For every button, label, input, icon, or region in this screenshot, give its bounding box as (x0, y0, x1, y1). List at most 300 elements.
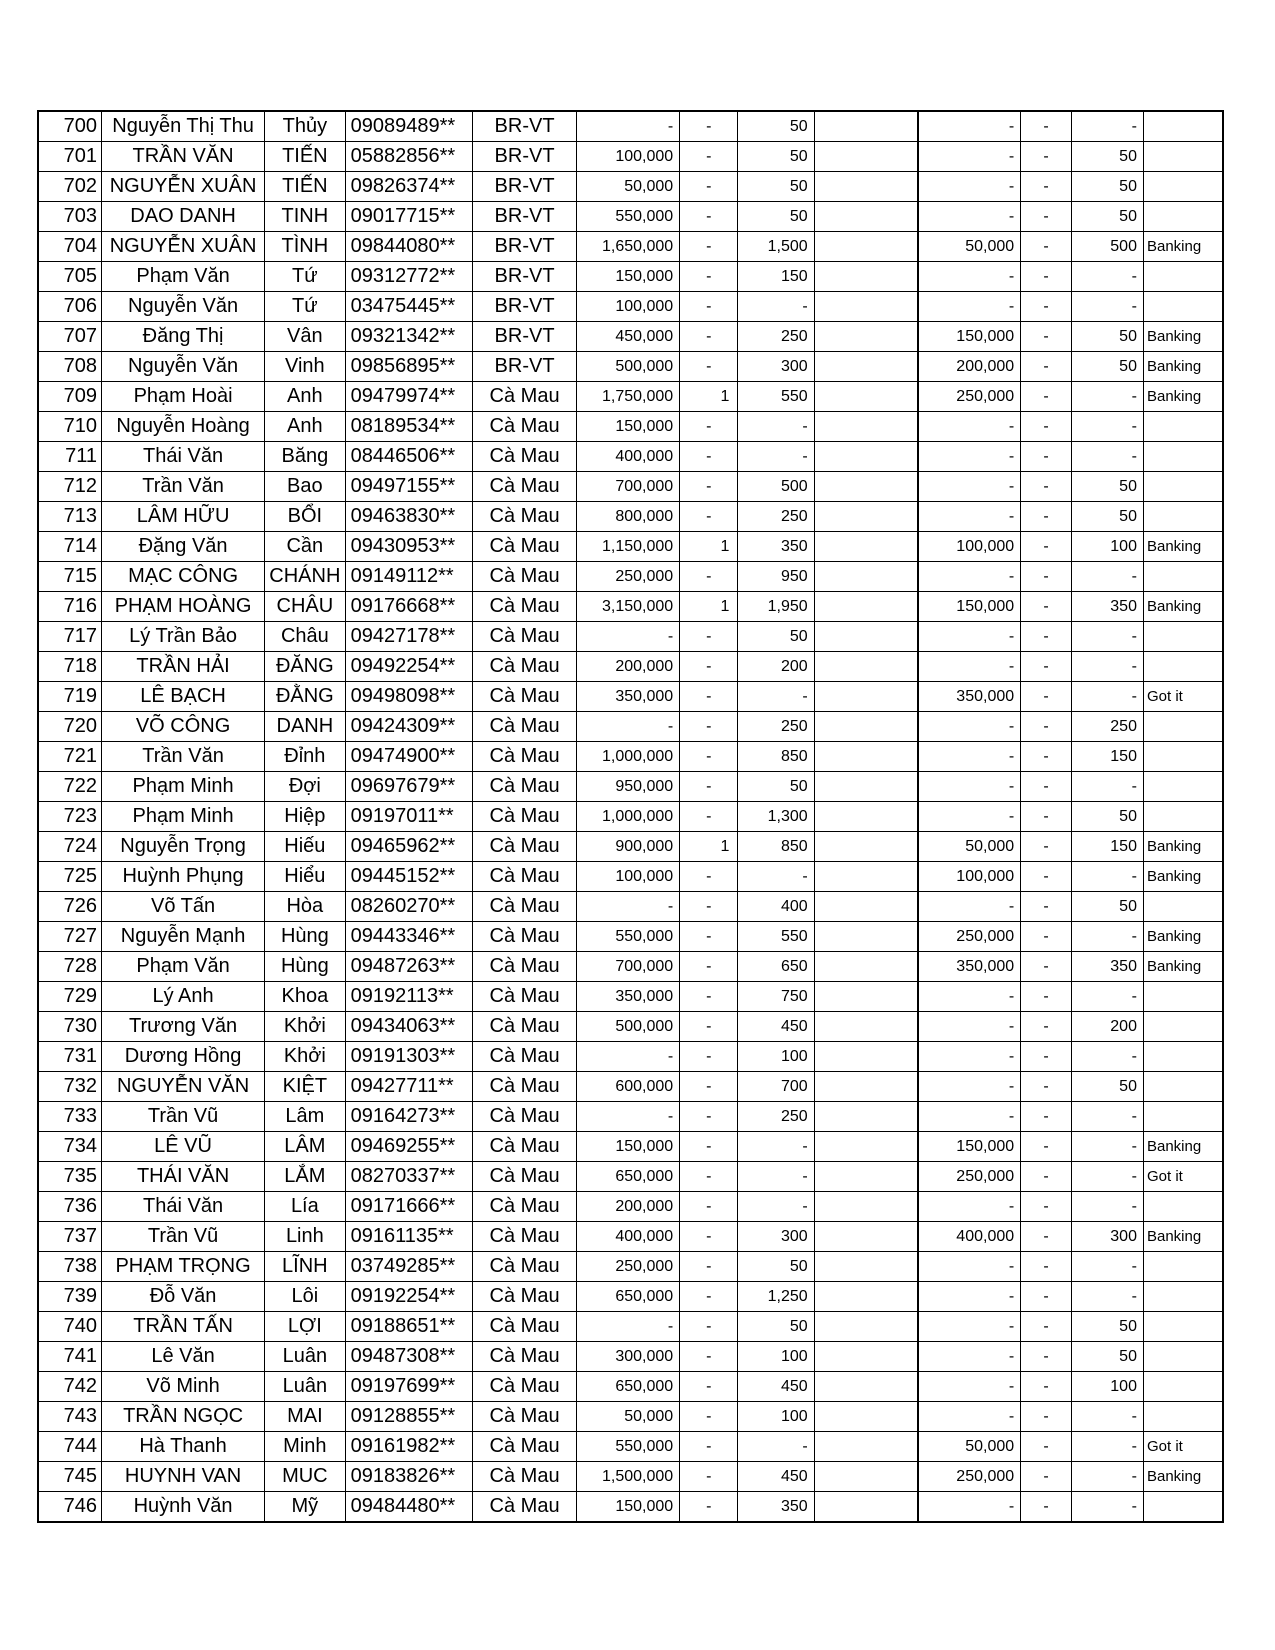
payment-note-cell (1143, 712, 1223, 742)
region-cell: Cà Mau (472, 832, 577, 862)
row-number-cell: 707 (38, 322, 102, 352)
points-cell: 300 (738, 1222, 814, 1252)
phone-cell: 09484480** (345, 1492, 472, 1523)
paid-amount-cell: - (918, 202, 1021, 232)
paid-amount-cell: 350,000 (918, 952, 1021, 982)
last-name-cell: Bao (265, 472, 345, 502)
first-name-cell: Huỳnh Văn (102, 1492, 265, 1523)
points-cell: - (738, 862, 814, 892)
blank-cell (814, 1222, 918, 1252)
last-name-cell: BỔI (265, 502, 345, 532)
paid-count-cell: - (1021, 832, 1072, 862)
phone-cell: 09479974** (345, 382, 472, 412)
blank-cell (814, 1132, 918, 1162)
blank-cell (814, 322, 918, 352)
count-cell: - (680, 472, 738, 502)
count-cell: - (680, 922, 738, 952)
amount-cell: 100,000 (577, 292, 680, 322)
last-name-cell: CHÁNH (265, 562, 345, 592)
paid-count-cell: - (1021, 322, 1072, 352)
paid-count-cell: - (1021, 562, 1072, 592)
paid-amount-cell: 50,000 (918, 832, 1021, 862)
count-cell: - (680, 892, 738, 922)
table-row (38, 952, 1223, 982)
paid-amount-cell: - (918, 1012, 1021, 1042)
points-cell: 50 (738, 172, 814, 202)
payment-note-cell: Banking (1143, 352, 1223, 382)
paid-amount-cell: - (918, 562, 1021, 592)
count-cell: - (680, 802, 738, 832)
amount-cell: 450,000 (577, 322, 680, 352)
last-name-cell: Vân (265, 322, 345, 352)
points-cell: - (738, 412, 814, 442)
payment-note-cell (1143, 172, 1223, 202)
paid-points-cell: - (1071, 292, 1143, 322)
first-name-cell: MẠC CÔNG (102, 562, 265, 592)
region-cell: Cà Mau (472, 442, 577, 472)
region-cell: Cà Mau (472, 652, 577, 682)
last-name-cell: DANH (265, 712, 345, 742)
paid-count-cell: - (1021, 1492, 1072, 1523)
table-row (38, 682, 1223, 712)
paid-amount-cell: - (918, 772, 1021, 802)
paid-count-cell: - (1021, 1162, 1072, 1192)
amount-cell: 150,000 (577, 262, 680, 292)
first-name-cell: LÊ VŨ (102, 1132, 265, 1162)
region-cell: Cà Mau (472, 742, 577, 772)
count-cell: - (680, 742, 738, 772)
phone-cell: 09487263** (345, 952, 472, 982)
count-cell: - (680, 1162, 738, 1192)
first-name-cell: Nguyễn Thị Thu (102, 111, 265, 142)
count-cell: - (680, 1072, 738, 1102)
first-name-cell: Đăng Thị (102, 322, 265, 352)
last-name-cell: TINH (265, 202, 345, 232)
payment-note-cell (1143, 202, 1223, 232)
phone-cell: 09312772** (345, 262, 472, 292)
count-cell: - (680, 172, 738, 202)
blank-cell (814, 862, 918, 892)
paid-amount-cell: - (918, 982, 1021, 1012)
last-name-cell: MAI (265, 1402, 345, 1432)
amount-cell: - (577, 111, 680, 142)
paid-points-cell: - (1071, 1462, 1143, 1492)
region-cell: Cà Mau (472, 802, 577, 832)
blank-cell (814, 172, 918, 202)
phone-cell: 09197011** (345, 802, 472, 832)
region-cell: Cà Mau (472, 1342, 577, 1372)
count-cell: - (680, 442, 738, 472)
payment-note-cell: Got it (1143, 1432, 1223, 1462)
payment-note-cell (1143, 412, 1223, 442)
paid-points-cell: - (1071, 412, 1143, 442)
amount-cell: 400,000 (577, 442, 680, 472)
phone-cell: 09161135** (345, 1222, 472, 1252)
points-cell: 100 (738, 1042, 814, 1072)
points-cell: 450 (738, 1012, 814, 1042)
last-name-cell: Anh (265, 382, 345, 412)
count-cell: 1 (680, 382, 738, 412)
table-row (38, 111, 1223, 142)
row-number-cell: 712 (38, 472, 102, 502)
amount-cell: 950,000 (577, 772, 680, 802)
last-name-cell: Lôi (265, 1282, 345, 1312)
paid-count-cell: - (1021, 502, 1072, 532)
phone-cell: 03475445** (345, 292, 472, 322)
paid-points-cell: - (1071, 1492, 1143, 1523)
row-number-cell: 711 (38, 442, 102, 472)
table-row (38, 532, 1223, 562)
payment-note-cell (1143, 1072, 1223, 1102)
blank-cell (814, 1042, 918, 1072)
paid-points-cell: - (1071, 1162, 1143, 1192)
first-name-cell: Lý Trần Bảo (102, 622, 265, 652)
first-name-cell: PHẠM HOÀNG (102, 592, 265, 622)
paid-count-cell: - (1021, 1342, 1072, 1372)
region-cell: Cà Mau (472, 1372, 577, 1402)
table-row (38, 652, 1223, 682)
paid-count-cell: - (1021, 202, 1072, 232)
count-cell: - (680, 862, 738, 892)
last-name-cell: CHÂU (265, 592, 345, 622)
amount-cell: 1,150,000 (577, 532, 680, 562)
amount-cell: 1,000,000 (577, 742, 680, 772)
payment-note-cell (1143, 1012, 1223, 1042)
amount-cell: 550,000 (577, 922, 680, 952)
region-cell: Cà Mau (472, 502, 577, 532)
points-cell: 400 (738, 892, 814, 922)
first-name-cell: TRẦN TẤN (102, 1312, 265, 1342)
paid-amount-cell: - (918, 892, 1021, 922)
payment-note-cell: Banking (1143, 322, 1223, 352)
count-cell: 1 (680, 832, 738, 862)
table-row (38, 1132, 1223, 1162)
count-cell: - (680, 682, 738, 712)
amount-cell: 100,000 (577, 142, 680, 172)
phone-cell: 09465962** (345, 832, 472, 862)
row-number-cell: 746 (38, 1492, 102, 1523)
paid-points-cell: 350 (1071, 952, 1143, 982)
phone-cell: 09424309** (345, 712, 472, 742)
phone-cell: 09498098** (345, 682, 472, 712)
phone-cell: 09434063** (345, 1012, 472, 1042)
amount-cell: - (577, 712, 680, 742)
paid-amount-cell: 250,000 (918, 1162, 1021, 1192)
blank-cell (814, 1372, 918, 1402)
payment-note-cell: Banking (1143, 952, 1223, 982)
table-row (38, 742, 1223, 772)
amount-cell: 700,000 (577, 952, 680, 982)
amount-cell: - (577, 1042, 680, 1072)
paid-amount-cell: - (918, 712, 1021, 742)
payment-note-cell: Banking (1143, 832, 1223, 862)
row-number-cell: 702 (38, 172, 102, 202)
paid-count-cell: - (1021, 982, 1072, 1012)
paid-points-cell: - (1071, 1432, 1143, 1462)
table-row (38, 1222, 1223, 1252)
amount-cell: - (577, 1312, 680, 1342)
row-number-cell: 705 (38, 262, 102, 292)
paid-points-cell: 150 (1071, 832, 1143, 862)
blank-cell (814, 1492, 918, 1523)
points-cell: 50 (738, 142, 814, 172)
row-number-cell: 700 (38, 111, 102, 142)
paid-amount-cell: 50,000 (918, 1432, 1021, 1462)
points-cell: 1,950 (738, 592, 814, 622)
phone-cell: 09017715** (345, 202, 472, 232)
points-cell: - (738, 292, 814, 322)
points-cell: - (738, 1162, 814, 1192)
points-cell: 250 (738, 712, 814, 742)
phone-cell: 09192254** (345, 1282, 472, 1312)
paid-count-cell: - (1021, 1012, 1072, 1042)
region-cell: Cà Mau (472, 1132, 577, 1162)
paid-points-cell: 300 (1071, 1222, 1143, 1252)
blank-cell (814, 1342, 918, 1372)
amount-cell: 650,000 (577, 1372, 680, 1402)
blank-cell (814, 262, 918, 292)
paid-count-cell: - (1021, 1462, 1072, 1492)
blank-cell (814, 802, 918, 832)
region-cell: Cà Mau (472, 892, 577, 922)
table-row (38, 1402, 1223, 1432)
region-cell: Cà Mau (472, 532, 577, 562)
table-row (38, 322, 1223, 352)
amount-cell: 300,000 (577, 1342, 680, 1372)
table-row (38, 262, 1223, 292)
first-name-cell: Hà Thanh (102, 1432, 265, 1462)
count-cell: - (680, 1252, 738, 1282)
region-cell: BR-VT (472, 172, 577, 202)
paid-points-cell: - (1071, 442, 1143, 472)
region-cell: Cà Mau (472, 1162, 577, 1192)
points-cell: 350 (738, 1492, 814, 1523)
amount-cell: 800,000 (577, 502, 680, 532)
region-cell: BR-VT (472, 232, 577, 262)
paid-amount-cell: 100,000 (918, 862, 1021, 892)
paid-count-cell: - (1021, 862, 1072, 892)
row-number-cell: 721 (38, 742, 102, 772)
payment-note-cell: Banking (1143, 1462, 1223, 1492)
paid-count-cell: - (1021, 1192, 1072, 1222)
paid-count-cell: - (1021, 1282, 1072, 1312)
region-cell: BR-VT (472, 352, 577, 382)
paid-points-cell: 50 (1071, 892, 1143, 922)
row-number-cell: 744 (38, 1432, 102, 1462)
count-cell: - (680, 1462, 738, 1492)
payment-note-cell: Banking (1143, 1222, 1223, 1252)
count-cell: - (680, 262, 738, 292)
count-cell: - (680, 1132, 738, 1162)
count-cell: - (680, 1222, 738, 1252)
paid-points-cell: 50 (1071, 1342, 1143, 1372)
paid-count-cell: - (1021, 532, 1072, 562)
paid-points-cell: - (1071, 382, 1143, 412)
paid-amount-cell: 250,000 (918, 922, 1021, 952)
paid-count-cell: - (1021, 712, 1072, 742)
payment-note-cell (1143, 142, 1223, 172)
points-cell: 450 (738, 1372, 814, 1402)
blank-cell (814, 952, 918, 982)
amount-cell: 350,000 (577, 982, 680, 1012)
paid-amount-cell: 200,000 (918, 352, 1021, 382)
points-cell: 50 (738, 202, 814, 232)
paid-amount-cell: - (918, 111, 1021, 142)
first-name-cell: Võ Tấn (102, 892, 265, 922)
table-row (38, 712, 1223, 742)
phone-cell: 09487308** (345, 1342, 472, 1372)
region-cell: Cà Mau (472, 1402, 577, 1432)
payment-note-cell (1143, 1342, 1223, 1372)
table-row (38, 1462, 1223, 1492)
payment-note-cell (1143, 1102, 1223, 1132)
paid-amount-cell: 250,000 (918, 382, 1021, 412)
paid-count-cell: - (1021, 802, 1072, 832)
row-number-cell: 722 (38, 772, 102, 802)
table-row (38, 472, 1223, 502)
blank-cell (814, 1072, 918, 1102)
region-cell: BR-VT (472, 202, 577, 232)
region-cell: Cà Mau (472, 922, 577, 952)
amount-cell: 550,000 (577, 1432, 680, 1462)
points-cell: 300 (738, 352, 814, 382)
last-name-cell: TIẾN (265, 172, 345, 202)
blank-cell (814, 652, 918, 682)
last-name-cell: Hùng (265, 922, 345, 952)
count-cell: - (680, 202, 738, 232)
blank-cell (814, 1162, 918, 1192)
amount-cell: 150,000 (577, 1132, 680, 1162)
payment-note-cell (1143, 262, 1223, 292)
region-cell: Cà Mau (472, 1462, 577, 1492)
paid-amount-cell: - (918, 1342, 1021, 1372)
row-number-cell: 719 (38, 682, 102, 712)
payment-note-cell: Banking (1143, 232, 1223, 262)
phone-cell: 09856895** (345, 352, 472, 382)
count-cell: 1 (680, 532, 738, 562)
paid-count-cell: - (1021, 382, 1072, 412)
amount-cell: 100,000 (577, 862, 680, 892)
paid-count-cell: - (1021, 292, 1072, 322)
amount-cell: 3,150,000 (577, 592, 680, 622)
table-row (38, 172, 1223, 202)
amount-cell: 1,650,000 (577, 232, 680, 262)
table-row (38, 352, 1223, 382)
points-cell: 50 (738, 111, 814, 142)
amount-cell: 500,000 (577, 1012, 680, 1042)
last-name-cell: Lía (265, 1192, 345, 1222)
last-name-cell: Hòa (265, 892, 345, 922)
amount-cell: 250,000 (577, 1252, 680, 1282)
table-row (38, 592, 1223, 622)
paid-points-cell: - (1071, 652, 1143, 682)
paid-points-cell: 50 (1071, 322, 1143, 352)
blank-cell (814, 1192, 918, 1222)
table-row (38, 142, 1223, 172)
amount-cell: 600,000 (577, 1072, 680, 1102)
blank-cell (814, 472, 918, 502)
first-name-cell: Đỗ Văn (102, 1282, 265, 1312)
paid-amount-cell: - (918, 1072, 1021, 1102)
phone-cell: 08446506** (345, 442, 472, 472)
phone-cell: 09463830** (345, 502, 472, 532)
last-name-cell: Khoa (265, 982, 345, 1012)
phone-cell: 08270337** (345, 1162, 472, 1192)
payment-note-cell: Banking (1143, 922, 1223, 952)
table-row (38, 862, 1223, 892)
table-row (38, 1432, 1223, 1462)
phone-cell: 09492254** (345, 652, 472, 682)
payment-note-cell (1143, 1282, 1223, 1312)
paid-count-cell: - (1021, 352, 1072, 382)
last-name-cell: LỢI (265, 1312, 345, 1342)
paid-points-cell: 350 (1071, 592, 1143, 622)
row-number-cell: 734 (38, 1132, 102, 1162)
blank-cell (814, 562, 918, 592)
amount-cell: 500,000 (577, 352, 680, 382)
payment-note-cell (1143, 1492, 1223, 1523)
paid-amount-cell: - (918, 172, 1021, 202)
row-number-cell: 735 (38, 1162, 102, 1192)
row-number-cell: 727 (38, 922, 102, 952)
paid-count-cell: - (1021, 682, 1072, 712)
first-name-cell: Võ Minh (102, 1372, 265, 1402)
payment-note-cell (1143, 472, 1223, 502)
last-name-cell: Tứ (265, 262, 345, 292)
region-cell: Cà Mau (472, 1042, 577, 1072)
first-name-cell: Trần Vũ (102, 1102, 265, 1132)
blank-cell (814, 1102, 918, 1132)
paid-points-cell: - (1071, 982, 1143, 1012)
row-number-cell: 725 (38, 862, 102, 892)
amount-cell: 350,000 (577, 682, 680, 712)
payment-note-cell: Banking (1143, 592, 1223, 622)
phone-cell: 09844080** (345, 232, 472, 262)
first-name-cell: Trần Văn (102, 472, 265, 502)
paid-count-cell: - (1021, 1102, 1072, 1132)
count-cell: - (680, 1312, 738, 1342)
blank-cell (814, 622, 918, 652)
blank-cell (814, 832, 918, 862)
paid-points-cell: 50 (1071, 1312, 1143, 1342)
paid-amount-cell: - (918, 142, 1021, 172)
row-number-cell: 720 (38, 712, 102, 742)
count-cell: - (680, 142, 738, 172)
blank-cell (814, 742, 918, 772)
first-name-cell: Phạm Văn (102, 952, 265, 982)
row-number-cell: 709 (38, 382, 102, 412)
points-cell: 950 (738, 562, 814, 592)
points-cell: 50 (738, 1312, 814, 1342)
row-number-cell: 723 (38, 802, 102, 832)
last-name-cell: ĐẰNG (265, 682, 345, 712)
amount-cell: 1,500,000 (577, 1462, 680, 1492)
table-row (38, 1192, 1223, 1222)
payment-note-cell: Banking (1143, 532, 1223, 562)
payment-note-cell (1143, 111, 1223, 142)
row-number-cell: 704 (38, 232, 102, 262)
region-cell: Cà Mau (472, 592, 577, 622)
table-row (38, 922, 1223, 952)
last-name-cell: Hùng (265, 952, 345, 982)
paid-amount-cell: - (918, 502, 1021, 532)
count-cell: - (680, 952, 738, 982)
first-name-cell: VÕ CÔNG (102, 712, 265, 742)
first-name-cell: NGUYỄN VĂN (102, 1072, 265, 1102)
blank-cell (814, 772, 918, 802)
paid-points-cell: - (1071, 111, 1143, 142)
blank-cell (814, 111, 918, 142)
